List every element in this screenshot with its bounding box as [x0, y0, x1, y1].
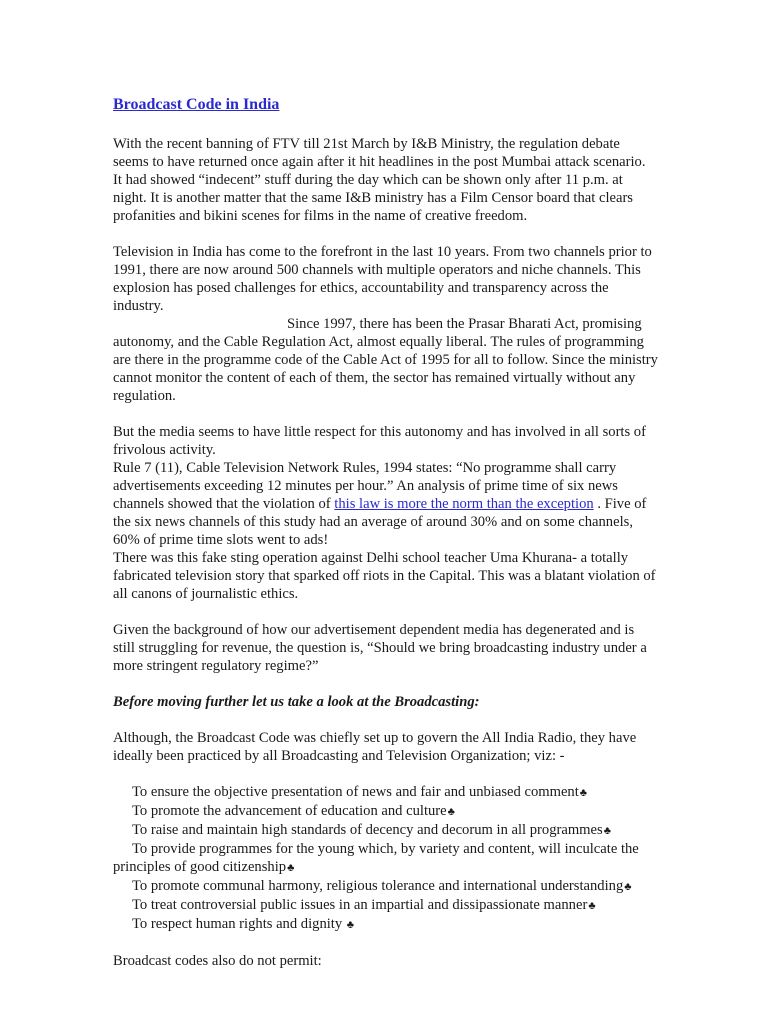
paragraph-television-growth: Television in India has come to the forefront in the last 10 years. From two channels prior to 1991, there are now around 500 channels with multiple operators and niche channels. This explosion has posed challenges for ethics, accountability and transparency across the industry. [113, 244, 652, 314]
broadcast-code-list [113, 783, 658, 934]
club-icon: ♣ [588, 900, 596, 912]
club-icon: ♣ [287, 862, 295, 874]
paragraph-do-not-permit: Broadcast codes also do not permit: [113, 953, 322, 969]
list-item [113, 877, 658, 896]
list-item-text: To ensure the objective presentation of news and fair and unbiased comment [132, 784, 579, 800]
list-item [113, 821, 658, 840]
rule-7-text-before: Rule 7 (11), Cable Television Network Rules, 1994 states: “No programme shall carry advertisements exceeding 12 minutes per hour.” An analysis of prime time of six news channels showed that the violation of [113, 460, 618, 512]
club-icon: ♣ [346, 919, 355, 931]
paragraph-prasar-bharati-text: Since 1997, there has been the Prasar Bharati Act, promising autonomy, and the Cable Regulation Act, almost equally liberal. The rules of programming are there in the programme code of the Cable Act of 1995 for all to follow. Since the ministry cannot monitor the content of each of them, the sector has remained virtually without any regulation. [113, 316, 658, 404]
list-item [113, 915, 658, 934]
paragraph-sting-operation: There was this fake sting operation against Delhi school teacher Uma Khurana- a totally fabricated television story that sparked off riots in the Capital. This was a blatant violation of all canons of journalistic ethics. [113, 550, 656, 602]
paragraph-prasar-bharati [113, 315, 658, 405]
club-icon: ♣ [624, 881, 632, 893]
list-item-text: To promote communal harmony, religious tolerance and international understanding [132, 878, 624, 894]
paragraph-media-autonomy: But the media seems to have little respect for this autonomy and has involved in all sorts of frivolous activity. [113, 424, 646, 458]
document-title-text[interactable]: Broadcast Code in India [113, 96, 280, 113]
list-item-text: To respect human rights and dignity [132, 916, 346, 932]
club-icon: ♣ [603, 825, 611, 837]
list-item [113, 783, 658, 802]
paragraph-ftv-ban: With the recent banning of FTV till 21st March by I&B Ministry, the regulation debate seems to have returned once again after it hit headlines in the post Mumbai attack scenario. It had showed “indecent” stuff during the day which can be shown only after 11 p.m. at night. It is another matter that the same I&B ministry has a Film Censor board that clears profanities and bikini scenes for films in the name of creative freedom. [113, 136, 646, 224]
paragraph-rule-7 [113, 459, 658, 549]
paragraph-regulation-question: Given the background of how our advertisement dependent media has degenerated and is still struggling for revenue, the question is, “Should we bring broadcasting industry under a more stringent regulatory regime?” [113, 622, 647, 674]
list-item [113, 840, 658, 877]
document-page [113, 95, 658, 988]
list-item [113, 896, 658, 915]
list-item-text: To provide programmes for the young which, by variety and content, will inculcate the principles of good citizenship [113, 841, 639, 875]
rule-7-text-after: . Five of the six news channels of this study had an average of around 30% and on some channels, 60% of prime time slots went to ads! [113, 496, 647, 548]
list-item-text: To promote the advancement of education and culture [132, 803, 447, 819]
list-item-text: To raise and maintain high standards of decency and decorum in all programmes [132, 822, 603, 838]
document-title[interactable] [113, 95, 658, 115]
club-icon: ♣ [447, 806, 455, 818]
club-icon: ♣ [579, 787, 587, 799]
section-heading-broadcasting: Before moving further let us take a look at the Broadcasting: [113, 694, 480, 710]
list-item [113, 802, 658, 821]
paragraph-broadcast-code-intro: Although, the Broadcast Code was chiefly set up to govern the All India Radio, they have ideally been practiced by all Broadcasting and Television Organization; viz: - [113, 730, 637, 764]
norm-exception-link[interactable]: this law is more the norm than the exception [334, 496, 594, 512]
list-item-text: To treat controversial public issues in an impartial and dissipassionate manner [132, 897, 588, 913]
